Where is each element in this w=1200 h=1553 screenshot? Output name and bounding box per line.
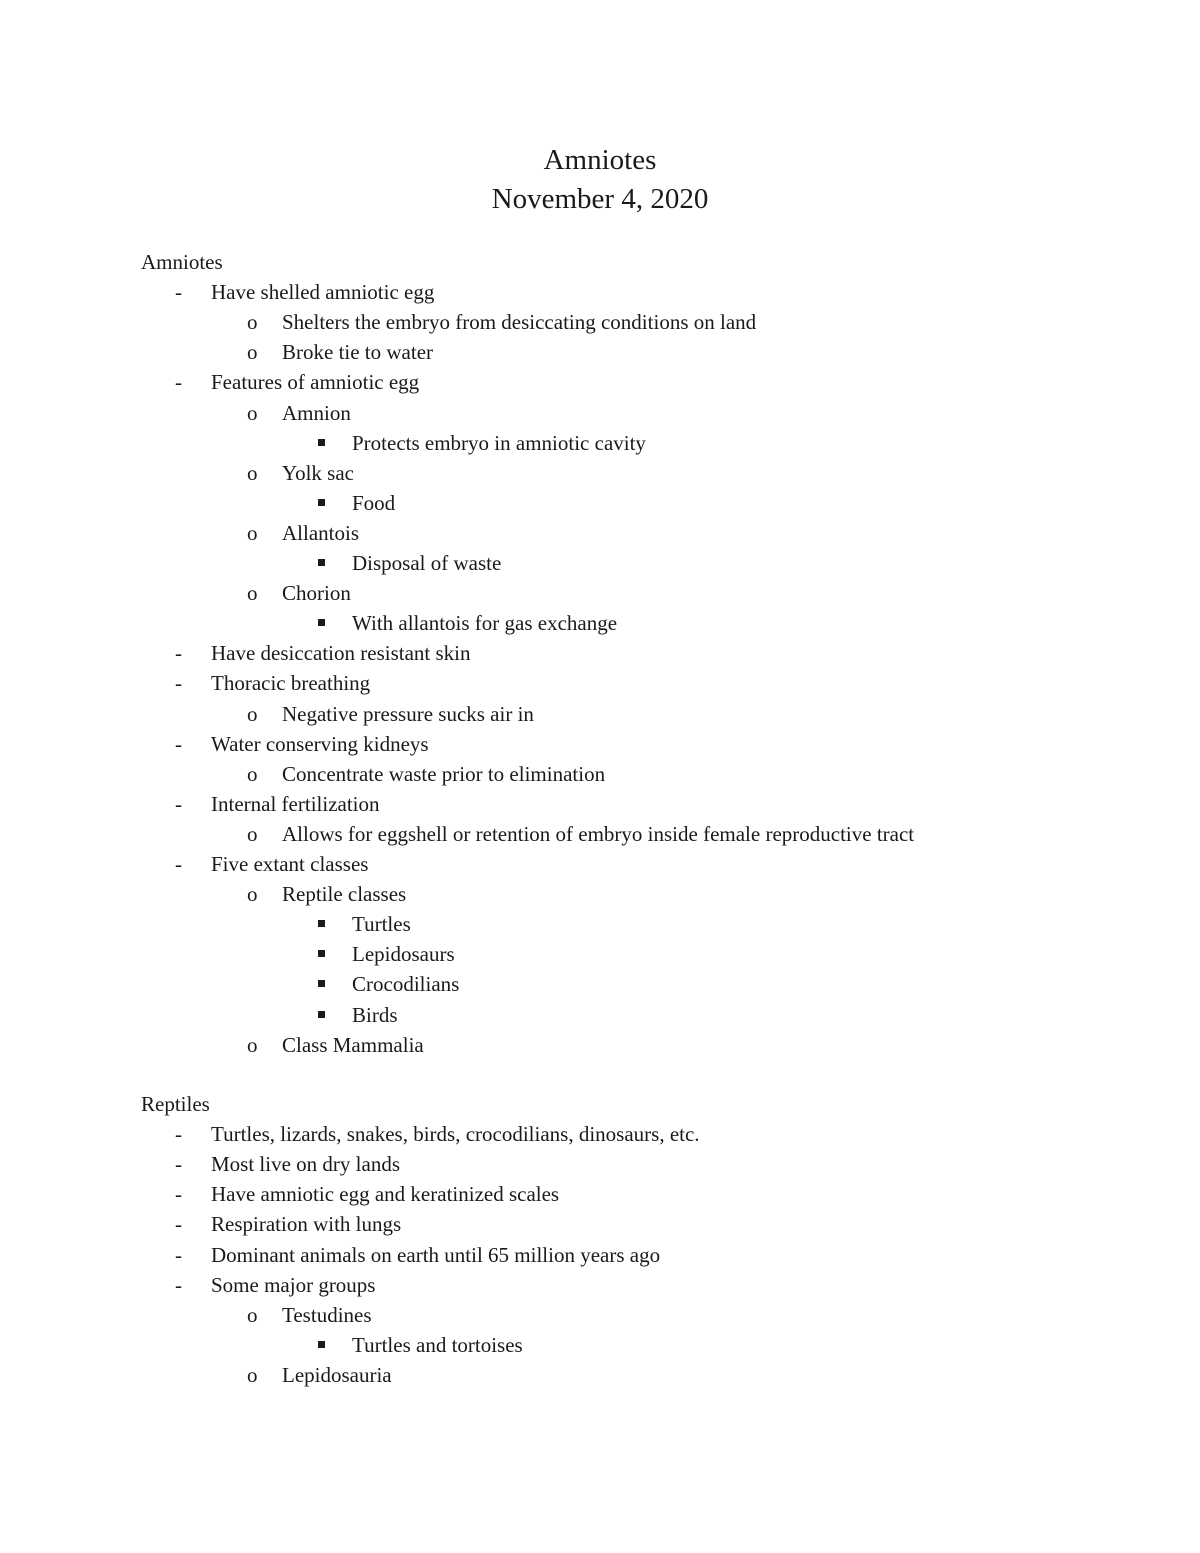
- dash-bullet: -: [175, 731, 182, 756]
- square-bullet-icon: [318, 619, 325, 626]
- dash-bullet: -: [175, 1122, 182, 1147]
- dash-bullet: -: [175, 1242, 182, 1267]
- dash-bullet: -: [175, 791, 182, 816]
- sub-list-item: Testudines: [282, 1302, 372, 1327]
- list-item: Thoracic breathing: [211, 671, 371, 696]
- square-bullet-icon: [318, 950, 325, 957]
- circle-bullet: o: [247, 882, 258, 907]
- circle-bullet: o: [247, 1362, 258, 1387]
- list-item: Some major groups: [211, 1272, 376, 1297]
- square-bullet-icon: [318, 559, 325, 566]
- list-item: Internal fertilization: [211, 791, 380, 816]
- list-item: Have shelled amniotic egg: [211, 280, 435, 305]
- sub-list-item: Chorion: [282, 581, 351, 606]
- sub-sub-list-item: Crocodilians: [352, 972, 460, 997]
- circle-bullet: o: [247, 400, 258, 425]
- sub-list-item: Allantois: [282, 520, 359, 545]
- sub-sub-list-item: Protects embryo in amniotic cavity: [352, 430, 646, 455]
- list-item: Have desiccation resistant skin: [211, 641, 471, 666]
- sub-list-item: Class Mammalia: [282, 1032, 424, 1057]
- sub-sub-list-item: Turtles: [352, 912, 411, 937]
- sub-list-item: Shelters the embryo from desiccating conditions on land: [282, 310, 757, 335]
- square-bullet-icon: [318, 1011, 325, 1018]
- square-bullet-icon: [318, 920, 325, 927]
- square-bullet-icon: [318, 499, 325, 506]
- circle-bullet: o: [247, 761, 258, 786]
- sub-sub-list-item: Turtles and tortoises: [352, 1332, 523, 1357]
- list-item: Most live on dry lands: [211, 1152, 400, 1177]
- dash-bullet: -: [175, 1152, 182, 1177]
- sub-list-item: Negative pressure sucks air in: [282, 701, 534, 726]
- dash-bullet: -: [175, 1182, 182, 1207]
- circle-bullet: o: [247, 310, 258, 335]
- sub-sub-list-item: Disposal of waste: [352, 551, 502, 575]
- circle-bullet: o: [247, 821, 258, 846]
- list-item: Five extant classes: [211, 852, 369, 876]
- square-bullet-icon: [318, 980, 325, 987]
- circle-bullet: o: [247, 1302, 258, 1327]
- circle-bullet: o: [247, 701, 258, 726]
- circle-bullet: o: [247, 340, 258, 365]
- document-date: November 4, 2020: [491, 183, 709, 215]
- dash-bullet: -: [175, 1212, 182, 1237]
- list-item: Water conserving kidneys: [211, 731, 429, 756]
- list-item: Have amniotic egg and keratinized scales: [211, 1182, 560, 1207]
- sub-list-item: Concentrate waste prior to elimination: [282, 761, 606, 786]
- sub-list-item: Reptile classes: [282, 882, 407, 907]
- dash-bullet: -: [175, 280, 182, 305]
- sub-list-item: Yolk sac: [282, 460, 354, 485]
- circle-bullet: o: [247, 520, 258, 545]
- square-bullet-icon: [318, 1341, 325, 1348]
- list-item: Turtles, lizards, snakes, birds, crocodilians, dinosaurs, etc.: [211, 1122, 700, 1147]
- sub-sub-list-item: Lepidosaurs: [352, 942, 455, 967]
- dash-bullet: -: [175, 370, 182, 395]
- sub-list-item: Amnion: [282, 400, 351, 425]
- dash-bullet: -: [175, 671, 182, 696]
- sub-sub-list-item: Food: [352, 490, 396, 515]
- dash-bullet: -: [175, 1272, 182, 1297]
- list-item: Respiration with lungs: [211, 1212, 402, 1237]
- dash-bullet: -: [175, 641, 182, 666]
- sub-list-item: Allows for eggshell or retention of embryo inside female reproductive tract: [282, 821, 915, 846]
- list-item: Dominant animals on earth until 65 million years ago: [211, 1242, 661, 1267]
- section-heading: Reptiles: [141, 1092, 210, 1116]
- section-heading: Amniotes: [141, 250, 223, 274]
- sub-sub-list-item: Birds: [352, 1002, 398, 1027]
- sub-list-item: Lepidosauria: [282, 1362, 392, 1387]
- sub-list-item: Broke tie to water: [282, 340, 434, 365]
- square-bullet-icon: [318, 439, 325, 446]
- document-title: Amniotes: [543, 144, 657, 176]
- dash-bullet: -: [175, 852, 182, 876]
- circle-bullet: o: [247, 581, 258, 606]
- circle-bullet: o: [247, 1032, 258, 1057]
- list-item: Features of amniotic egg: [211, 370, 420, 395]
- sub-sub-list-item: With allantois for gas exchange: [352, 611, 618, 636]
- circle-bullet: o: [247, 460, 258, 485]
